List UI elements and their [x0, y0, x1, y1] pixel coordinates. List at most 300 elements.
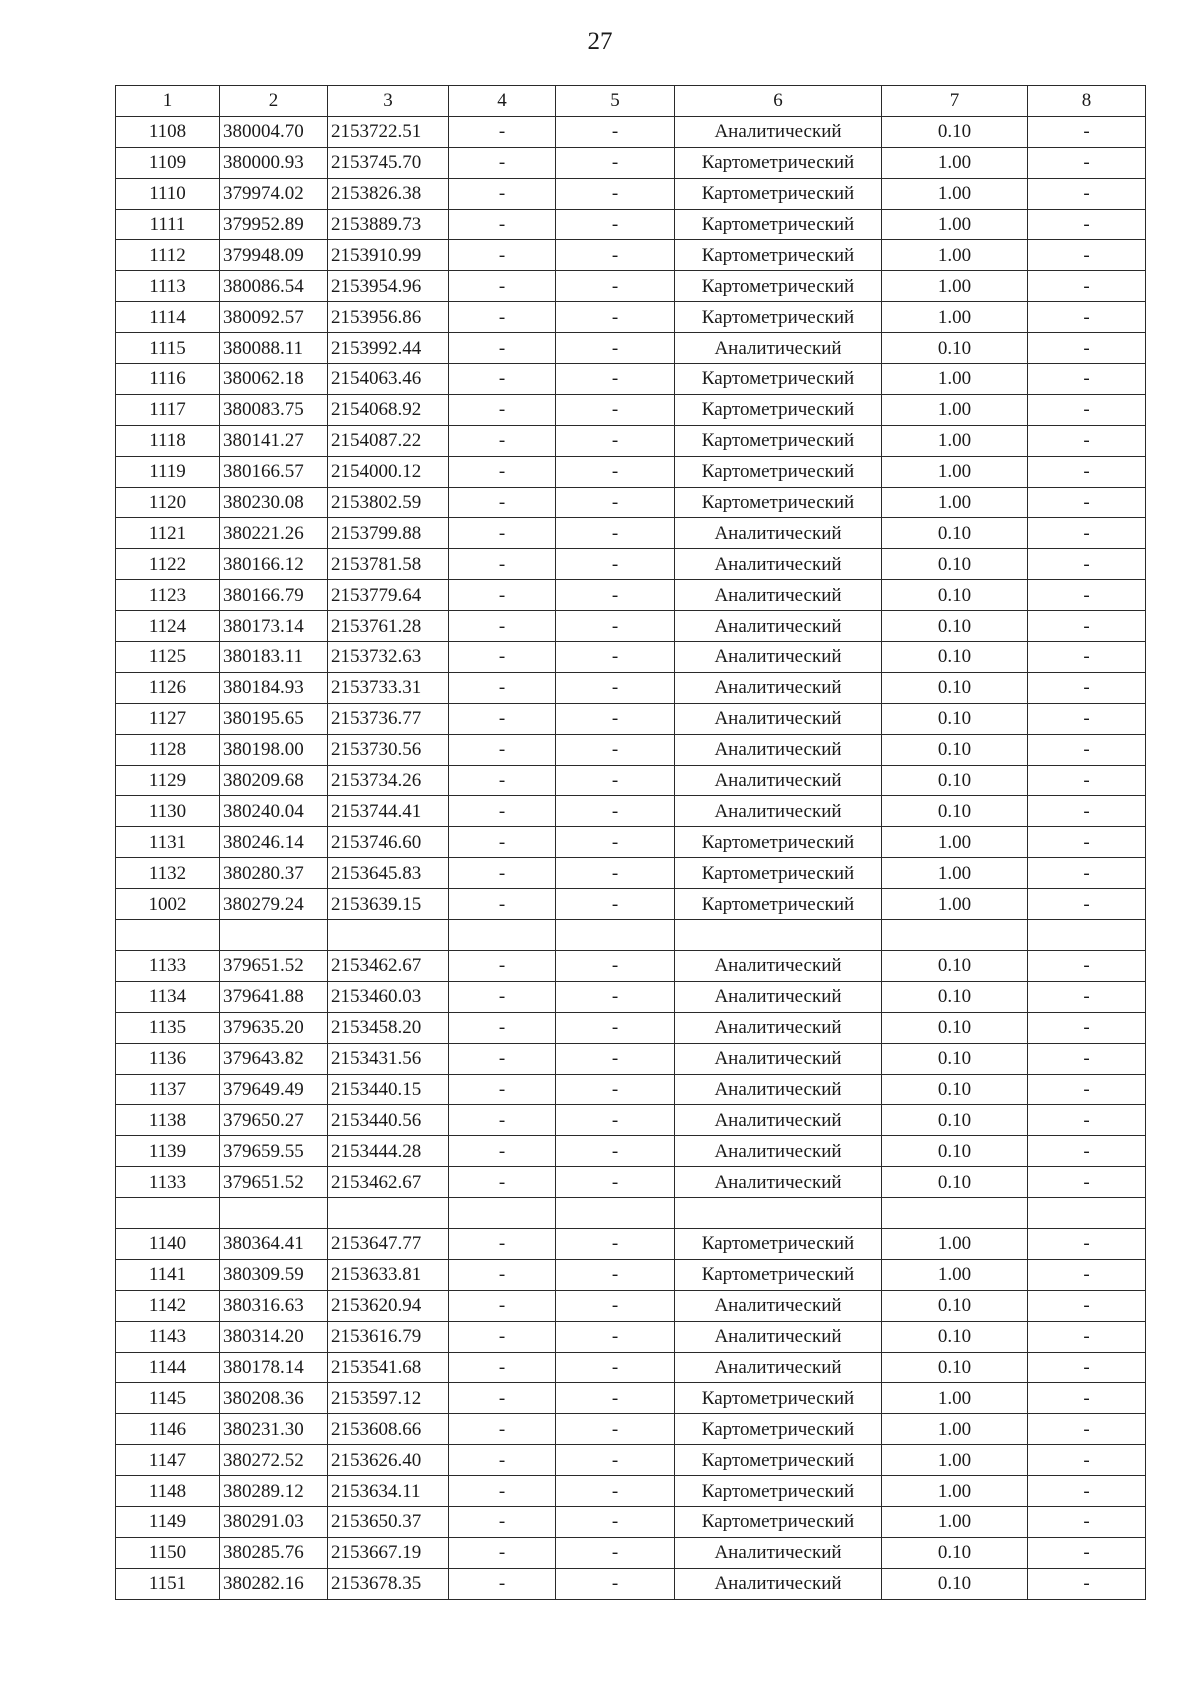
table-row [116, 611, 1146, 642]
column-5-cell: - [556, 302, 675, 333]
column-8-cell: - [1028, 765, 1146, 796]
column-8-cell: - [1028, 950, 1146, 981]
coordinates-table [115, 85, 1146, 1600]
column-4-cell: - [449, 796, 556, 827]
header-cell: 2 [220, 86, 328, 117]
method-cell: Аналитический [675, 1568, 882, 1599]
column-4-cell: - [449, 240, 556, 271]
method-cell: Аналитический [675, 1074, 882, 1105]
method-cell: Аналитический [675, 333, 882, 364]
y-coordinate-cell: 2153992.44 [328, 333, 449, 364]
accuracy-cell: 0.10 [882, 1012, 1028, 1043]
column-4-cell: - [449, 271, 556, 302]
y-coordinate-cell: 2153761.28 [328, 611, 449, 642]
accuracy-cell: 0.10 [882, 549, 1028, 580]
column-4-cell: - [449, 1383, 556, 1414]
method-cell: Аналитический [675, 1043, 882, 1074]
table-row [116, 116, 1146, 147]
y-coordinate-cell: 2154068.92 [328, 394, 449, 425]
column-8-cell: - [1028, 672, 1146, 703]
method-cell: Аналитический [675, 1167, 882, 1198]
table-row [116, 642, 1146, 673]
point-number-cell: 1121 [116, 518, 220, 549]
column-5-cell: - [556, 1321, 675, 1352]
column-4-cell: - [449, 611, 556, 642]
column-8-cell: - [1028, 796, 1146, 827]
point-number-cell: 1149 [116, 1506, 220, 1537]
column-5-cell: - [556, 364, 675, 395]
x-coordinate-cell: 379649.49 [220, 1074, 328, 1105]
column-8-cell: - [1028, 611, 1146, 642]
column-8-cell: - [1028, 1290, 1146, 1321]
column-5-cell: - [556, 642, 675, 673]
y-coordinate-cell: 2153779.64 [328, 580, 449, 611]
column-5-cell: - [556, 333, 675, 364]
y-coordinate-cell: 2153645.83 [328, 858, 449, 889]
column-4-cell: - [449, 889, 556, 920]
table-row [116, 1198, 1146, 1229]
column-4-cell: - [449, 1259, 556, 1290]
point-number-cell: 1115 [116, 333, 220, 364]
column-8-cell: - [1028, 394, 1146, 425]
y-coordinate-cell [328, 1198, 449, 1229]
column-5-cell: - [556, 271, 675, 302]
table-row [116, 147, 1146, 178]
y-coordinate-cell: 2153826.38 [328, 178, 449, 209]
point-number-cell: 1124 [116, 611, 220, 642]
accuracy-cell: 0.10 [882, 1352, 1028, 1383]
column-4-cell: - [449, 178, 556, 209]
accuracy-cell: 0.10 [882, 1043, 1028, 1074]
x-coordinate-cell: 380183.11 [220, 642, 328, 673]
table-body [116, 116, 1146, 1599]
column-5-cell: - [556, 765, 675, 796]
method-cell: Аналитический [675, 1290, 882, 1321]
table-row [116, 1506, 1146, 1537]
column-5-cell: - [556, 1414, 675, 1445]
x-coordinate-cell: 380291.03 [220, 1506, 328, 1537]
table-row [116, 1228, 1146, 1259]
x-coordinate-cell: 380004.70 [220, 116, 328, 147]
column-4-cell: - [449, 1352, 556, 1383]
point-number-cell: 1129 [116, 765, 220, 796]
method-cell: Аналитический [675, 518, 882, 549]
column-5-cell: - [556, 889, 675, 920]
point-number-cell: 1128 [116, 734, 220, 765]
accuracy-cell: 1.00 [882, 240, 1028, 271]
table-row [116, 1259, 1146, 1290]
column-5-cell [556, 920, 675, 951]
accuracy-cell: 1.00 [882, 1414, 1028, 1445]
table-row [116, 889, 1146, 920]
y-coordinate-cell: 2153954.96 [328, 271, 449, 302]
accuracy-cell: 1.00 [882, 1383, 1028, 1414]
column-5-cell: - [556, 425, 675, 456]
column-8-cell: - [1028, 518, 1146, 549]
x-coordinate-cell: 380086.54 [220, 271, 328, 302]
header-cell: 6 [675, 86, 882, 117]
method-cell [675, 1198, 882, 1229]
table-row [116, 1568, 1146, 1599]
table-row [116, 765, 1146, 796]
x-coordinate-cell: 379651.52 [220, 1167, 328, 1198]
accuracy-cell: 0.10 [882, 765, 1028, 796]
column-8-cell: - [1028, 1445, 1146, 1476]
accuracy-cell: 1.00 [882, 394, 1028, 425]
table-row [116, 796, 1146, 827]
accuracy-cell: 1.00 [882, 487, 1028, 518]
y-coordinate-cell: 2153910.99 [328, 240, 449, 271]
column-8-cell: - [1028, 302, 1146, 333]
column-4-cell: - [449, 394, 556, 425]
point-number-cell: 1133 [116, 950, 220, 981]
column-4-cell: - [449, 116, 556, 147]
x-coordinate-cell: 380166.57 [220, 456, 328, 487]
accuracy-cell: 0.10 [882, 1136, 1028, 1167]
header-cell: 1 [116, 86, 220, 117]
accuracy-cell: 0.10 [882, 1568, 1028, 1599]
table-row [116, 1383, 1146, 1414]
column-8-cell: - [1028, 1321, 1146, 1352]
column-8-cell: - [1028, 1568, 1146, 1599]
accuracy-cell: 0.10 [882, 1074, 1028, 1105]
column-8-cell: - [1028, 734, 1146, 765]
column-5-cell: - [556, 734, 675, 765]
x-coordinate-cell [220, 1198, 328, 1229]
table-row [116, 518, 1146, 549]
column-4-cell: - [449, 209, 556, 240]
column-5-cell: - [556, 116, 675, 147]
x-coordinate-cell: 380209.68 [220, 765, 328, 796]
y-coordinate-cell: 2154087.22 [328, 425, 449, 456]
table-header [116, 86, 1146, 117]
point-number-cell: 1111 [116, 209, 220, 240]
method-cell [675, 920, 882, 951]
header-cell: 4 [449, 86, 556, 117]
column-4-cell: - [449, 1290, 556, 1321]
table-row [116, 734, 1146, 765]
method-cell: Картометрический [675, 456, 882, 487]
x-coordinate-cell: 380289.12 [220, 1476, 328, 1507]
y-coordinate-cell: 2153608.66 [328, 1414, 449, 1445]
y-coordinate-cell: 2153736.77 [328, 703, 449, 734]
method-cell: Аналитический [675, 1136, 882, 1167]
column-8-cell: - [1028, 364, 1146, 395]
accuracy-cell: 1.00 [882, 456, 1028, 487]
column-5-cell: - [556, 858, 675, 889]
column-8-cell: - [1028, 487, 1146, 518]
point-number-cell: 1108 [116, 116, 220, 147]
column-8-cell: - [1028, 1383, 1146, 1414]
method-cell: Картометрический [675, 1228, 882, 1259]
column-8-cell: - [1028, 1537, 1146, 1568]
column-4-cell: - [449, 1043, 556, 1074]
method-cell: Картометрический [675, 240, 882, 271]
y-coordinate-cell: 2153667.19 [328, 1537, 449, 1568]
table-row [116, 827, 1146, 858]
method-cell: Картометрический [675, 302, 882, 333]
x-coordinate-cell: 380178.14 [220, 1352, 328, 1383]
column-4-cell: - [449, 456, 556, 487]
accuracy-cell: 1.00 [882, 147, 1028, 178]
column-8-cell: - [1028, 240, 1146, 271]
column-8-cell: - [1028, 456, 1146, 487]
x-coordinate-cell: 380000.93 [220, 147, 328, 178]
y-coordinate-cell: 2153730.56 [328, 734, 449, 765]
column-5-cell: - [556, 456, 675, 487]
column-8-cell: - [1028, 703, 1146, 734]
method-cell: Картометрический [675, 271, 882, 302]
column-8-cell: - [1028, 1228, 1146, 1259]
y-coordinate-cell: 2154063.46 [328, 364, 449, 395]
column-8-cell: - [1028, 209, 1146, 240]
point-number-cell: 1150 [116, 1537, 220, 1568]
x-coordinate-cell: 380285.76 [220, 1537, 328, 1568]
accuracy-cell: 0.10 [882, 1321, 1028, 1352]
table-row [116, 981, 1146, 1012]
y-coordinate-cell: 2153597.12 [328, 1383, 449, 1414]
y-coordinate-cell: 2153460.03 [328, 981, 449, 1012]
point-number-cell: 1132 [116, 858, 220, 889]
y-coordinate-cell: 2153620.94 [328, 1290, 449, 1321]
x-coordinate-cell: 379643.82 [220, 1043, 328, 1074]
accuracy-cell: 0.10 [882, 333, 1028, 364]
column-4-cell: - [449, 950, 556, 981]
column-5-cell: - [556, 827, 675, 858]
column-5-cell: - [556, 1105, 675, 1136]
column-4-cell: - [449, 1074, 556, 1105]
x-coordinate-cell: 380272.52 [220, 1445, 328, 1476]
method-cell: Аналитический [675, 765, 882, 796]
column-8-cell: - [1028, 827, 1146, 858]
point-number-cell: 1144 [116, 1352, 220, 1383]
x-coordinate-cell: 380173.14 [220, 611, 328, 642]
column-4-cell: - [449, 364, 556, 395]
table-row [116, 1537, 1146, 1568]
y-coordinate-cell: 2153745.70 [328, 147, 449, 178]
x-coordinate-cell: 379635.20 [220, 1012, 328, 1043]
accuracy-cell: 0.10 [882, 1105, 1028, 1136]
point-number-cell: 1117 [116, 394, 220, 425]
method-cell: Аналитический [675, 549, 882, 580]
column-4-cell: - [449, 1167, 556, 1198]
table-row [116, 364, 1146, 395]
table-row [116, 1043, 1146, 1074]
y-coordinate-cell: 2153616.79 [328, 1321, 449, 1352]
accuracy-cell: 1.00 [882, 1259, 1028, 1290]
column-8-cell: - [1028, 1506, 1146, 1537]
y-coordinate-cell: 2153799.88 [328, 518, 449, 549]
y-coordinate-cell: 2153678.35 [328, 1568, 449, 1599]
column-5-cell: - [556, 1568, 675, 1599]
column-4-cell: - [449, 549, 556, 580]
table-row [116, 703, 1146, 734]
y-coordinate-cell: 2153440.15 [328, 1074, 449, 1105]
x-coordinate-cell: 380062.18 [220, 364, 328, 395]
method-cell: Картометрический [675, 364, 882, 395]
x-coordinate-cell: 379651.52 [220, 950, 328, 981]
column-4-cell: - [449, 734, 556, 765]
accuracy-cell: 0.10 [882, 672, 1028, 703]
column-5-cell: - [556, 1445, 675, 1476]
column-5-cell: - [556, 487, 675, 518]
x-coordinate-cell: 380166.12 [220, 549, 328, 580]
column-8-cell: - [1028, 178, 1146, 209]
column-8-cell [1028, 920, 1146, 951]
method-cell: Аналитический [675, 981, 882, 1012]
header-row [116, 86, 1146, 117]
point-number-cell: 1142 [116, 1290, 220, 1321]
method-cell: Картометрический [675, 1259, 882, 1290]
y-coordinate-cell: 2153462.67 [328, 1167, 449, 1198]
column-5-cell: - [556, 1476, 675, 1507]
column-5-cell: - [556, 549, 675, 580]
column-5-cell: - [556, 1383, 675, 1414]
column-4-cell: - [449, 1476, 556, 1507]
x-coordinate-cell: 380166.79 [220, 580, 328, 611]
column-5-cell: - [556, 1228, 675, 1259]
accuracy-cell: 0.10 [882, 642, 1028, 673]
point-number-cell: 1116 [116, 364, 220, 395]
column-5-cell: - [556, 981, 675, 1012]
table-row [116, 1105, 1146, 1136]
accuracy-cell: 1.00 [882, 178, 1028, 209]
accuracy-cell: 1.00 [882, 889, 1028, 920]
point-number-cell: 1140 [116, 1228, 220, 1259]
point-number-cell [116, 1198, 220, 1229]
y-coordinate-cell: 2153802.59 [328, 487, 449, 518]
column-5-cell: - [556, 1167, 675, 1198]
method-cell: Аналитический [675, 1321, 882, 1352]
header-cell: 5 [556, 86, 675, 117]
column-4-cell [449, 920, 556, 951]
y-coordinate-cell: 2153732.63 [328, 642, 449, 673]
y-coordinate-cell: 2153734.26 [328, 765, 449, 796]
y-coordinate-cell: 2153733.31 [328, 672, 449, 703]
accuracy-cell: 0.10 [882, 734, 1028, 765]
table-row [116, 1012, 1146, 1043]
column-8-cell: - [1028, 425, 1146, 456]
x-coordinate-cell: 380309.59 [220, 1259, 328, 1290]
table-row [116, 1414, 1146, 1445]
y-coordinate-cell: 2153781.58 [328, 549, 449, 580]
column-8-cell: - [1028, 1074, 1146, 1105]
method-cell: Картометрический [675, 209, 882, 240]
method-cell: Картометрический [675, 1506, 882, 1537]
y-coordinate-cell: 2153722.51 [328, 116, 449, 147]
column-5-cell [556, 1198, 675, 1229]
column-8-cell: - [1028, 642, 1146, 673]
point-number-cell: 1002 [116, 889, 220, 920]
column-5-cell: - [556, 796, 675, 827]
column-4-cell: - [449, 642, 556, 673]
method-cell: Картометрический [675, 1383, 882, 1414]
column-5-cell: - [556, 611, 675, 642]
table-row [116, 178, 1146, 209]
y-coordinate-cell: 2153440.56 [328, 1105, 449, 1136]
column-8-cell: - [1028, 1259, 1146, 1290]
column-8-cell: - [1028, 1043, 1146, 1074]
header-cell: 8 [1028, 86, 1146, 117]
column-5-cell: - [556, 394, 675, 425]
column-4-cell: - [449, 981, 556, 1012]
point-number-cell: 1143 [116, 1321, 220, 1352]
x-coordinate-cell: 380083.75 [220, 394, 328, 425]
column-8-cell: - [1028, 1352, 1146, 1383]
column-5-cell: - [556, 209, 675, 240]
table-row [116, 456, 1146, 487]
point-number-cell: 1118 [116, 425, 220, 456]
point-number-cell: 1139 [116, 1136, 220, 1167]
column-5-cell: - [556, 240, 675, 271]
y-coordinate-cell: 2153462.67 [328, 950, 449, 981]
point-number-cell: 1134 [116, 981, 220, 1012]
column-4-cell: - [449, 580, 556, 611]
point-number-cell: 1125 [116, 642, 220, 673]
table-row [116, 1290, 1146, 1321]
column-8-cell: - [1028, 1136, 1146, 1167]
y-coordinate-cell: 2153633.81 [328, 1259, 449, 1290]
y-coordinate-cell: 2154000.12 [328, 456, 449, 487]
column-5-cell: - [556, 1136, 675, 1167]
accuracy-cell: 0.10 [882, 703, 1028, 734]
point-number-cell: 1135 [116, 1012, 220, 1043]
x-coordinate-cell: 379659.55 [220, 1136, 328, 1167]
column-5-cell: - [556, 950, 675, 981]
column-5-cell: - [556, 580, 675, 611]
table-row [116, 302, 1146, 333]
method-cell: Аналитический [675, 703, 882, 734]
column-4-cell: - [449, 147, 556, 178]
column-5-cell: - [556, 1506, 675, 1537]
point-number-cell: 1119 [116, 456, 220, 487]
point-number-cell: 1146 [116, 1414, 220, 1445]
column-4-cell: - [449, 1105, 556, 1136]
x-coordinate-cell: 380246.14 [220, 827, 328, 858]
point-number-cell: 1113 [116, 271, 220, 302]
table-row [116, 858, 1146, 889]
point-number-cell: 1133 [116, 1167, 220, 1198]
table-row [116, 333, 1146, 364]
x-coordinate-cell: 379948.09 [220, 240, 328, 271]
method-cell: Аналитический [675, 1537, 882, 1568]
column-4-cell: - [449, 333, 556, 364]
x-coordinate-cell: 379650.27 [220, 1105, 328, 1136]
column-4-cell: - [449, 425, 556, 456]
x-coordinate-cell: 380279.24 [220, 889, 328, 920]
column-8-cell: - [1028, 580, 1146, 611]
accuracy-cell [882, 1198, 1028, 1229]
point-number-cell [116, 920, 220, 951]
method-cell: Аналитический [675, 642, 882, 673]
x-coordinate-cell: 380208.36 [220, 1383, 328, 1414]
accuracy-cell: 0.10 [882, 1290, 1028, 1321]
y-coordinate-cell: 2153647.77 [328, 1228, 449, 1259]
column-5-cell: - [556, 1043, 675, 1074]
column-8-cell: - [1028, 1012, 1146, 1043]
x-coordinate-cell: 380230.08 [220, 487, 328, 518]
y-coordinate-cell: 2153956.86 [328, 302, 449, 333]
x-coordinate-cell: 380231.30 [220, 1414, 328, 1445]
accuracy-cell: 1.00 [882, 827, 1028, 858]
column-8-cell: - [1028, 549, 1146, 580]
x-coordinate-cell: 380195.65 [220, 703, 328, 734]
point-number-cell: 1120 [116, 487, 220, 518]
point-number-cell: 1137 [116, 1074, 220, 1105]
method-cell: Картометрический [675, 487, 882, 518]
point-number-cell: 1148 [116, 1476, 220, 1507]
x-coordinate-cell: 380088.11 [220, 333, 328, 364]
